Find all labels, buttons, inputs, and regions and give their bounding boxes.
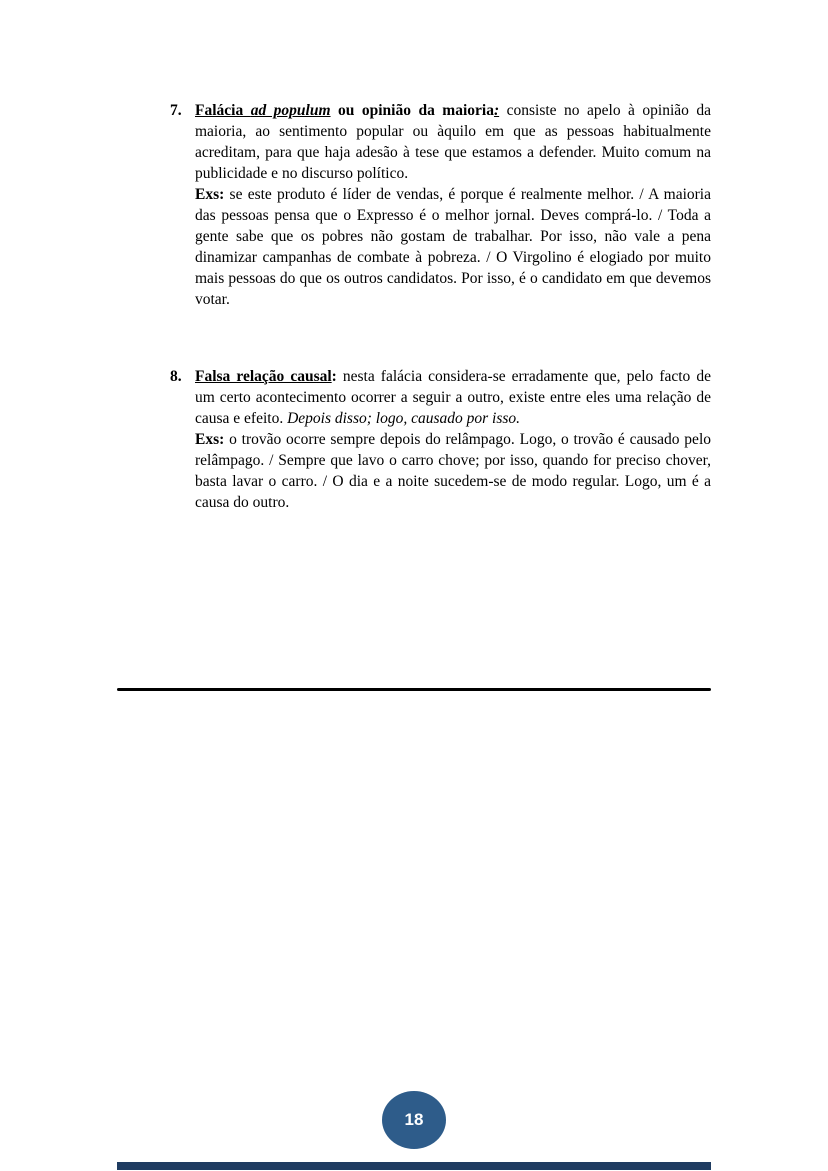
page-number-badge [382, 1091, 446, 1149]
footer-bar [117, 1162, 711, 1170]
item-heading-ad-populum: ad populum [250, 102, 331, 119]
list-item-falsa-relacao-causal [170, 366, 711, 513]
horizontal-rule [117, 688, 711, 691]
item-intro-italic: Depois disso; logo, causado por isso. [287, 410, 521, 427]
examples-label: Exs: [195, 431, 225, 448]
item-heading-falacia: Falácia [195, 102, 251, 119]
item-heading-colon: : [331, 368, 337, 385]
list-item-falacia-ad-populum [170, 100, 711, 310]
item-examples-paragraph [195, 184, 711, 310]
examples-text: o trovão ocorre sempre depois do relâmpago. Logo, o trovão é causado pelo relâmpago. / Sempre que lavo o carro chove; por isso, quando for preciso chover, basta lavar o carro. / O dia e a noite sucedem-se de modo regular. Logo, um é a causa do outro. [195, 431, 711, 511]
examples-text: se este produto é líder de vendas, é porque é realmente melhor. / A maioria das pessoas pensa que o Expresso é o melhor jornal. Deves comprá-lo. / Toda a gente sabe que os pobres não gostam de trabalhar. Por isso, não vale a pena dinamizar campanhas de combate à pobreza. / O Virgolino é elogiado por muito mais pessoas do que os outros candidatos. Por isso, é o candidato em que devemos votar. [195, 186, 711, 308]
item-body [195, 366, 711, 513]
item-definition-paragraph [195, 100, 711, 184]
item-heading-title: Falsa relação causal [195, 368, 332, 385]
page-content [0, 0, 828, 513]
page-number: 18 [404, 1110, 424, 1129]
item-number: 7. [170, 102, 182, 119]
item-intro-text: consiste no apelo à opinião da maioria, ao sentimento popular ou àquilo em que as pessoas habitualmente acreditam, para que haja adesão à tese que estamos a defender. Muito comum na publicidade e no discurso político. [195, 102, 712, 182]
item-definition-paragraph [195, 366, 711, 429]
item-examples-paragraph [195, 429, 711, 513]
item-body [195, 100, 711, 310]
item-number: 8. [170, 368, 182, 385]
item-heading-colon: : [493, 102, 500, 119]
examples-label: Exs: [195, 186, 225, 203]
item-heading-rest: ou opinião da maioria [330, 102, 494, 119]
item-intro-text: nesta falácia considera-se erradamente que, pelo facto de um certo acontecimento ocorrer a seguir a outro, existe entre eles uma relação de causa e efeito. [195, 368, 711, 427]
